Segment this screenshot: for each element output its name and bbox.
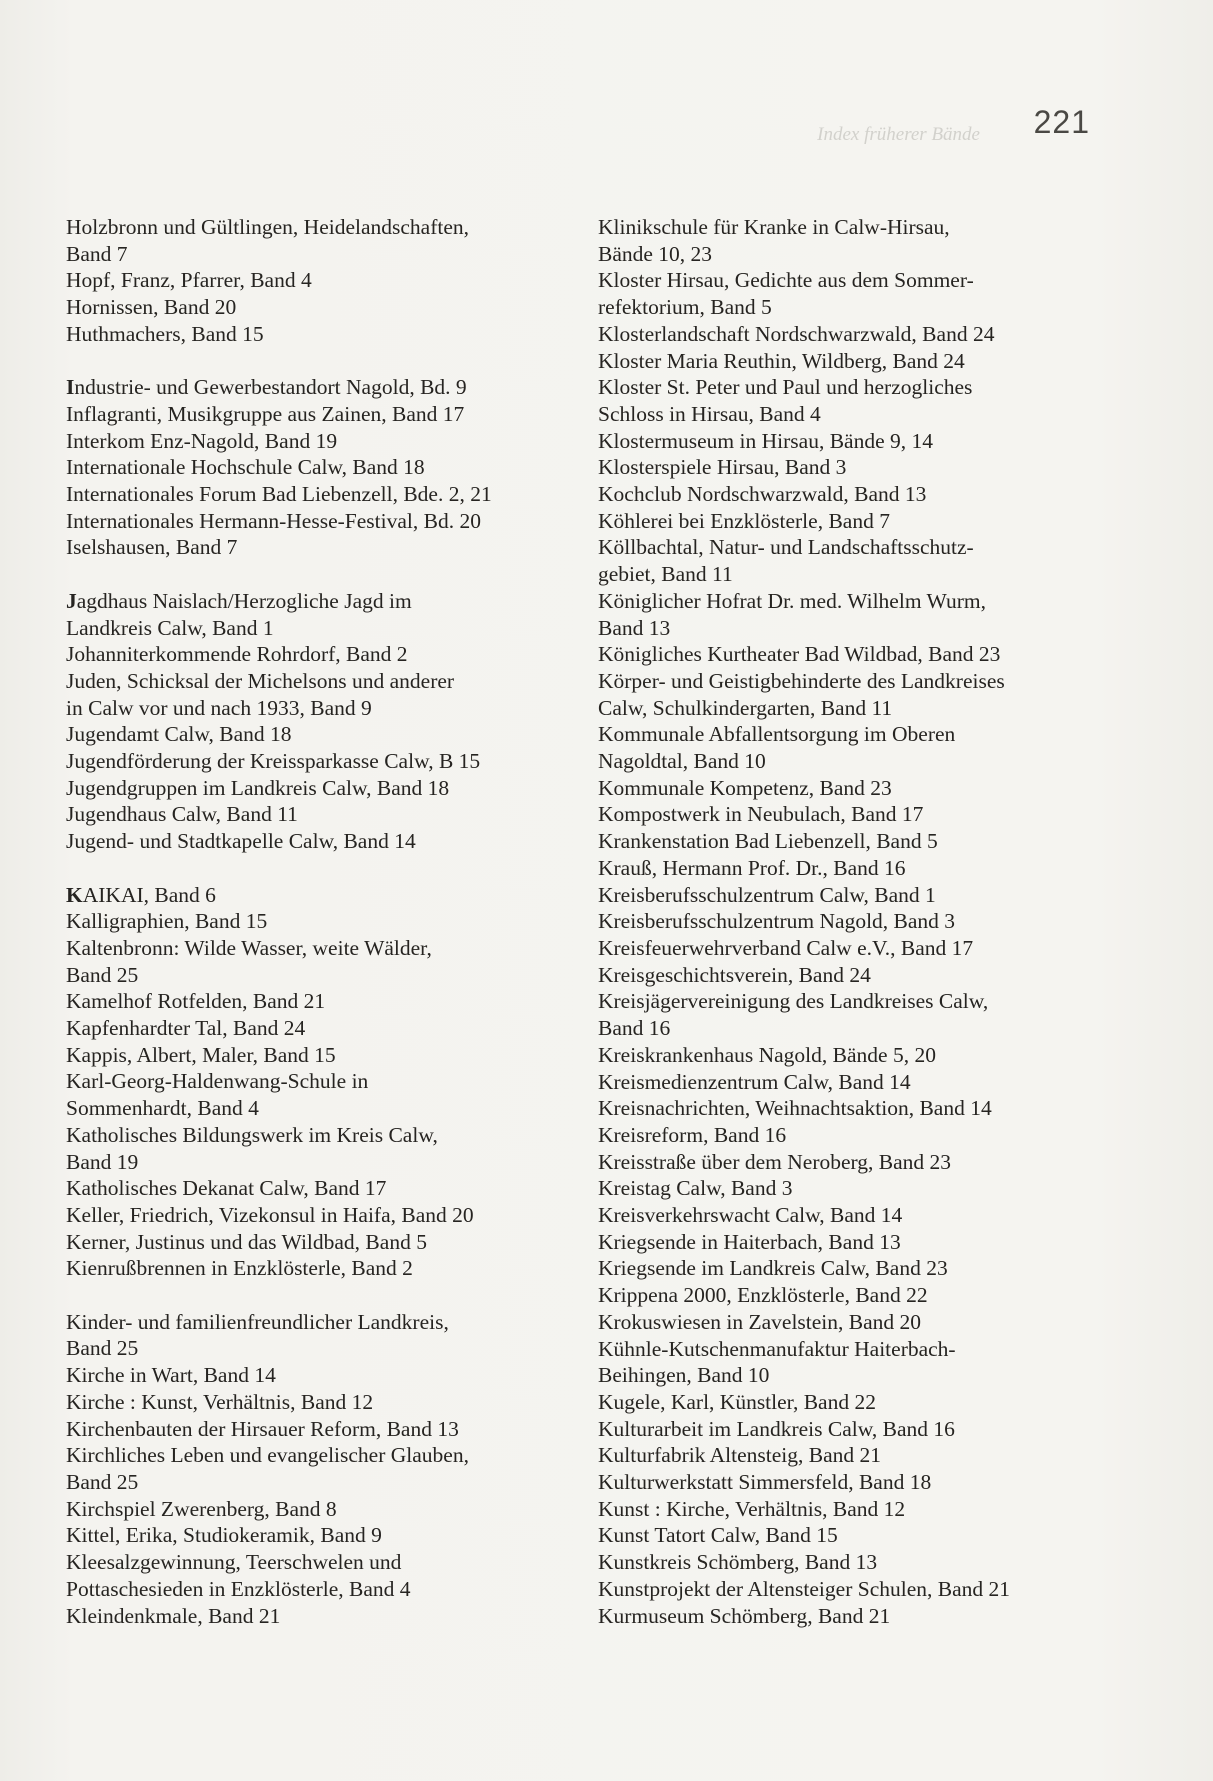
index-line: Kunst : Kirche, Verhältnis, Band 12 xyxy=(598,1496,906,1521)
index-line: Jugendhaus Calw, Band 11 xyxy=(66,802,298,827)
index-line: Kreistag Calw, Band 3 xyxy=(598,1176,793,1201)
index-line: Kittel, Erika, Studiokeramik, Band 9 xyxy=(66,1523,382,1548)
index-line: Kirchspiel Zwerenberg, Band 8 xyxy=(66,1496,337,1521)
index-line: Bände 10, 23 xyxy=(598,241,713,266)
page-header xyxy=(780,104,1090,144)
page-number: 221 xyxy=(1033,104,1090,140)
index-line: Kommunale Kompetenz, Band 23 xyxy=(598,775,892,800)
index-line: Krokuswiesen in Zavelstein, Band 20 xyxy=(598,1309,922,1334)
index-line: Klostermuseum in Hirsau, Bände 9, 14 xyxy=(598,428,933,453)
index-line: Katholisches Bildungswerk im Kreis Calw, xyxy=(66,1122,438,1147)
index-line: Klinikschule für Kranke in Calw-Hirsau, xyxy=(598,215,950,239)
index-line: Kapfenhardter Tal, Band 24 xyxy=(66,1016,306,1041)
index-line: Kreisverkehrswacht Calw, Band 14 xyxy=(598,1203,903,1228)
index-line: Band 16 xyxy=(598,1016,671,1041)
index-line: Königlicher Hofrat Dr. med. Wilhelm Wurm, xyxy=(598,588,986,613)
index-line: Körper- und Geistigbehinderte des Landkreises xyxy=(598,668,1005,693)
index-line: Band 25 xyxy=(66,962,139,987)
index-line: Calw, Schulkindergarten, Band 11 xyxy=(598,695,893,720)
index-line: Jugendamt Calw, Band 18 xyxy=(66,722,292,747)
index-line: Kompostwerk in Neubulach, Band 17 xyxy=(598,802,924,827)
index-line: Band 19 xyxy=(66,1149,139,1174)
index-line: Kunstprojekt der Altensteiger Schulen, Band 21 xyxy=(598,1576,1011,1601)
index-line: Kulturwerkstatt Simmersfeld, Band 18 xyxy=(598,1470,932,1495)
index-line: Kriegsende im Landkreis Calw, Band 23 xyxy=(598,1256,948,1281)
index-line: Kurmuseum Schömberg, Band 21 xyxy=(598,1603,891,1628)
index-line: Kamelhof Rotfelden, Band 21 xyxy=(66,989,326,1014)
index-line: Katholisches Dekanat Calw, Band 17 xyxy=(66,1176,387,1201)
index-line: Kloster St. Peter und Paul und herzogliches xyxy=(598,375,973,400)
index-line: Keller, Friedrich, Vizekonsul in Haifa, Band 20 xyxy=(66,1202,474,1227)
index-line: Holzbronn und Gültlingen, Heidelandschaften, xyxy=(66,215,470,239)
index-line: Kreisreform, Band 16 xyxy=(598,1122,787,1147)
index-line: Jagdhaus Naislach/Herzogliche Jagd im xyxy=(66,588,412,613)
section-gap xyxy=(66,348,576,375)
index-line: Band 25 xyxy=(66,1469,139,1494)
index-line: Kienrußbrennen in Enzklösterle, Band 2 xyxy=(66,1256,413,1281)
index-line: Kleindenkmale, Band 21 xyxy=(66,1603,281,1628)
index-line: Kulturfabrik Altensteig, Band 21 xyxy=(598,1443,882,1468)
index-line: Band 7 xyxy=(66,241,128,266)
running-head: Index früherer Bände xyxy=(817,124,980,145)
index-line: Kirchenbauten der Hirsauer Reform, Band 13 xyxy=(66,1416,459,1441)
index-line: Kirche in Wart, Band 14 xyxy=(66,1363,276,1388)
index-line: Beihingen, Band 10 xyxy=(598,1363,770,1388)
index-line: in Calw vor und nach 1933, Band 9 xyxy=(66,695,372,720)
index-line: Kriegsende in Haiterbach, Band 13 xyxy=(598,1229,901,1254)
index-line: Kreisberufsschulzentrum Nagold, Band 3 xyxy=(598,909,956,934)
index-line: Kreismedienzentrum Calw, Band 14 xyxy=(598,1069,911,1094)
index-column-left xyxy=(66,214,576,1629)
index-line: Köllbachtal, Natur- und Landschaftsschutz- xyxy=(598,535,974,560)
index-line: Sommenhardt, Band 4 xyxy=(66,1096,259,1121)
index-line: Kirche : Kunst, Verhältnis, Band 12 xyxy=(66,1389,374,1414)
index-line: Kaltenbronn: Wilde Wasser, weite Wälder, xyxy=(66,935,432,960)
index-line: Kugele, Karl, Künstler, Band 22 xyxy=(598,1389,876,1414)
section-gap xyxy=(66,855,576,882)
index-line: Kirchliches Leben und evangelischer Glauben, xyxy=(66,1443,469,1468)
index-line: Krauß, Hermann Prof. Dr., Band 16 xyxy=(598,855,906,880)
index-line: Kleesalzgewinnung, Teerschwelen und xyxy=(66,1550,402,1575)
index-line: Internationale Hochschule Calw, Band 18 xyxy=(66,455,425,480)
index-line: Kreisjägervereinigung des Landkreises Calw, xyxy=(598,989,989,1014)
index-line: Kühnle-Kutschenmanufaktur Haiterbach- xyxy=(598,1336,956,1361)
index-line: refektorium, Band 5 xyxy=(598,295,772,320)
index-line: Kreisfeuerwehrverband Calw e.V., Band 17 xyxy=(598,935,974,960)
index-line: Iselshausen, Band 7 xyxy=(66,535,238,560)
index-line: Pottaschesieden in Enzklösterle, Band 4 xyxy=(66,1576,411,1601)
index-line: Band 25 xyxy=(66,1336,139,1361)
index-line: Landkreis Calw, Band 1 xyxy=(66,615,274,640)
index-line: Klosterlandschaft Nordschwarzwald, Band 24 xyxy=(598,321,995,346)
index-line: Königliches Kurtheater Bad Wildbad, Band 23 xyxy=(598,642,1001,667)
index-column-right xyxy=(598,214,1098,1629)
index-line: Kloster Maria Reuthin, Wildberg, Band 24 xyxy=(598,348,965,373)
index-line: Köhlerei bei Enzklösterle, Band 7 xyxy=(598,508,890,533)
index-line: Kunstkreis Schömberg, Band 13 xyxy=(598,1550,878,1575)
index-line: Kerner, Justinus und das Wildbad, Band 5 xyxy=(66,1229,427,1254)
index-line: Kappis, Albert, Maler, Band 15 xyxy=(66,1042,336,1067)
index-line: Inflagranti, Musikgruppe aus Zainen, Band 17 xyxy=(66,401,465,426)
index-line: Kreisnachrichten, Weihnachtsaktion, Band 14 xyxy=(598,1096,992,1121)
index-line: Johanniterkommende Rohrdorf, Band 2 xyxy=(66,642,408,667)
index-line: Klosterspiele Hirsau, Band 3 xyxy=(598,455,847,480)
index-line: Jugendgruppen im Landkreis Calw, Band 18 xyxy=(66,775,450,800)
index-line: Kunst Tatort Calw, Band 15 xyxy=(598,1523,838,1548)
index-line: Kloster Hirsau, Gedichte aus dem Sommer- xyxy=(598,268,974,293)
index-line: Kulturarbeit im Landkreis Calw, Band 16 xyxy=(598,1416,955,1441)
index-line: Hornissen, Band 20 xyxy=(66,295,237,320)
index-line: Band 13 xyxy=(598,615,671,640)
index-line: Kalligraphien, Band 15 xyxy=(66,909,268,934)
index-line: Karl-Georg-Haldenwang-Schule in xyxy=(66,1069,369,1094)
index-line: Interkom Enz-Nagold, Band 19 xyxy=(66,428,338,453)
index-line: Juden, Schicksal der Michelsons und anderer xyxy=(66,668,455,693)
index-line: Kommunale Abfallentsorgung im Oberen xyxy=(598,722,956,747)
index-line: Schloss in Hirsau, Band 4 xyxy=(598,401,821,426)
index-line: Jugendförderung der Kreissparkasse Calw, B 15 xyxy=(66,749,481,774)
index-line: Kinder- und familienfreundlicher Landkreis, xyxy=(66,1309,449,1334)
index-line: Krippena 2000, Enzklösterle, Band 22 xyxy=(598,1283,928,1308)
section-gap xyxy=(66,1282,576,1309)
index-line: Internationales Forum Bad Liebenzell, Bde. 2, 21 xyxy=(66,482,492,507)
index-line: Jugend- und Stadtkapelle Calw, Band 14 xyxy=(66,829,416,854)
index-line: Kreisberufsschulzentrum Calw, Band 1 xyxy=(598,882,936,907)
index-line: Internationales Hermann-Hesse-Festival, Bd. 20 xyxy=(66,508,481,533)
index-line: Kreiskrankenhaus Nagold, Bände 5, 20 xyxy=(598,1042,936,1067)
section-gap xyxy=(66,561,576,588)
index-line: Hopf, Franz, Pfarrer, Band 4 xyxy=(66,268,312,293)
index-line: Industrie- und Gewerbestandort Nagold, Bd. 9 xyxy=(66,375,467,400)
index-line: Kochclub Nordschwarzwald, Band 13 xyxy=(598,482,927,507)
index-line: Kreisstraße über dem Neroberg, Band 23 xyxy=(598,1149,952,1174)
index-line: Nagoldtal, Band 10 xyxy=(598,749,766,774)
index-line: KAIKAI, Band 6 xyxy=(66,882,216,907)
index-line: Huthmachers, Band 15 xyxy=(66,321,264,346)
index-line: Kreisgeschichtsverein, Band 24 xyxy=(598,962,871,987)
index-line: Krankenstation Bad Liebenzell, Band 5 xyxy=(598,829,938,854)
index-line: gebiet, Band 11 xyxy=(598,562,733,587)
